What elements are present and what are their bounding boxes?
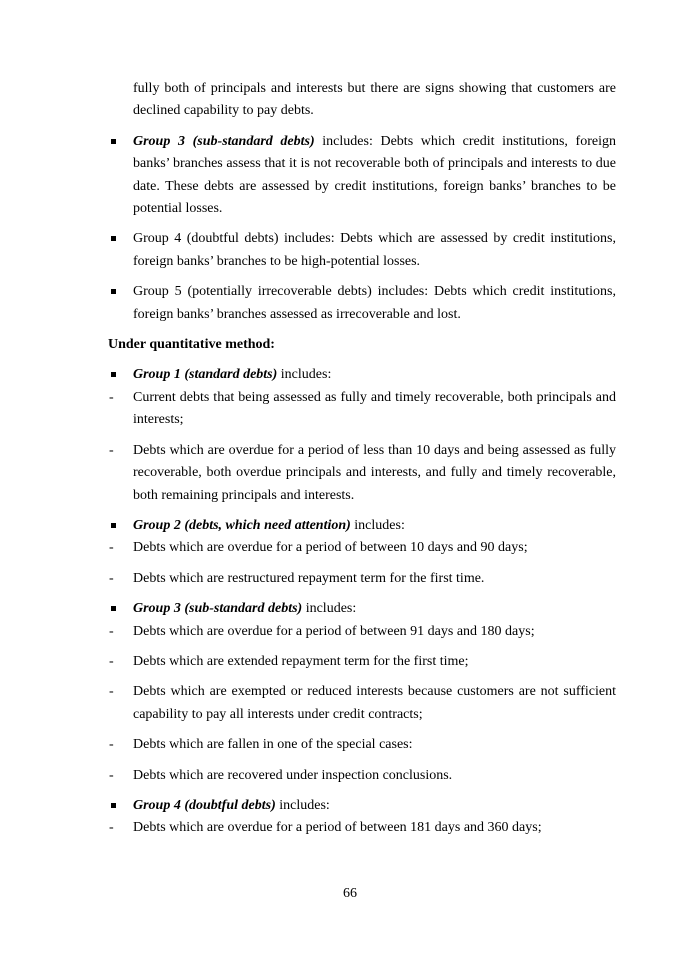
square-bullet-icon: [111, 139, 116, 144]
bullet-item: [108, 228, 616, 273]
group-lead: Group 3 (sub-standard debts): [133, 601, 303, 617]
group-lead: Group 3 (sub-standard debts): [133, 133, 315, 149]
square-bullet-icon: [111, 803, 116, 808]
dash-item: [108, 440, 616, 507]
dash-item: [108, 765, 616, 787]
bullet-item: [108, 131, 616, 221]
dash-marker: -: [109, 570, 114, 586]
dash-marker: -: [109, 737, 114, 753]
square-bullet-icon: [111, 236, 116, 241]
group-text: Group 5 (potentially irrecoverable debts) includes: Debts which credit institutions, foreign banks’ branches assessed as irrecoverable and lost.: [133, 284, 616, 322]
dash-item-text: Debts which are fallen in one of the special cases:: [133, 737, 413, 753]
group-text: includes: Debts which credit institutions, foreign banks’ branches assess that it is not recoverable both of principals and interests to due date. These debts are assessed by credit institutions, foreign banks’ branches to be potential losses.: [133, 133, 616, 217]
group-text: Group 4 (doubtful debts) includes: Debts which are assessed by credit institutions, foreign banks’ branches to be high-potential losses.: [133, 231, 616, 269]
dash-item: [108, 734, 616, 756]
group-suffix: includes:: [350, 517, 405, 533]
group-bullet: [108, 515, 616, 537]
square-bullet-icon: [111, 523, 116, 528]
dash-marker: -: [109, 540, 114, 556]
bullet-item: [108, 281, 616, 326]
square-bullet-icon: [111, 289, 116, 294]
group-bullet: [108, 795, 616, 817]
group-bullet: [108, 364, 616, 386]
square-bullet-icon: [111, 606, 116, 611]
dash-item: [108, 568, 616, 590]
page-number: 66: [343, 886, 357, 901]
section-heading: Under quantitative method:: [108, 337, 275, 353]
group-lead: Group 2 (debts, which need attention): [133, 517, 351, 533]
group-lead: Group 1 (standard debts): [133, 367, 278, 383]
group-bullet: [108, 598, 616, 620]
dash-item-text: Debts which are overdue for a period of less than 10 days and being assessed as fully recoverable, both overdue principals and interests, and fully and timely recoverable, both remaining principals and interests.: [133, 442, 616, 503]
continued-paragraph: fully both of principals and interests but there are signs showing that customers are declined capability to pay debts.: [133, 81, 616, 119]
group-lead: Group 4 (doubtful debts): [133, 797, 276, 813]
page-content: [108, 78, 616, 848]
dash-item-text: Current debts that being assessed as fully and timely recoverable, both principals and interests;: [133, 389, 616, 428]
dash-item-text: Debts which are overdue for a period of between 10 days and 90 days;: [133, 540, 528, 556]
dash-item-text: Debts which are overdue for a period of between 91 days and 180 days;: [133, 623, 535, 639]
dash-item-text: Debts which are recovered under inspection conclusions.: [133, 767, 453, 783]
dash-marker: -: [109, 653, 114, 669]
dash-item: [108, 621, 616, 643]
dash-item-text: Debts which are overdue for a period of between 181 days and 360 days;: [133, 820, 542, 836]
dash-marker: -: [109, 684, 114, 700]
dash-item-text: Debts which are restructured repayment term for the first time.: [133, 570, 485, 586]
dash-marker: -: [109, 623, 114, 639]
dash-item: [108, 537, 616, 559]
group-suffix: includes:: [302, 601, 357, 617]
dash-item: [108, 387, 616, 432]
dash-item-text: Debts which are extended repayment term for the first time;: [133, 653, 469, 669]
dash-marker: -: [109, 389, 114, 405]
dash-item: [108, 681, 616, 726]
group-suffix: includes:: [277, 367, 332, 383]
dash-item: [108, 817, 616, 839]
dash-marker: -: [109, 442, 114, 458]
group-suffix: includes:: [275, 797, 330, 813]
dash-marker: -: [109, 820, 114, 836]
dash-marker: -: [109, 767, 114, 783]
dash-item-text: Debts which are exempted or reduced interests because customers are not sufficient capability to pay all interests under credit contracts;: [133, 684, 616, 722]
square-bullet-icon: [111, 372, 116, 377]
dash-item: [108, 651, 616, 673]
